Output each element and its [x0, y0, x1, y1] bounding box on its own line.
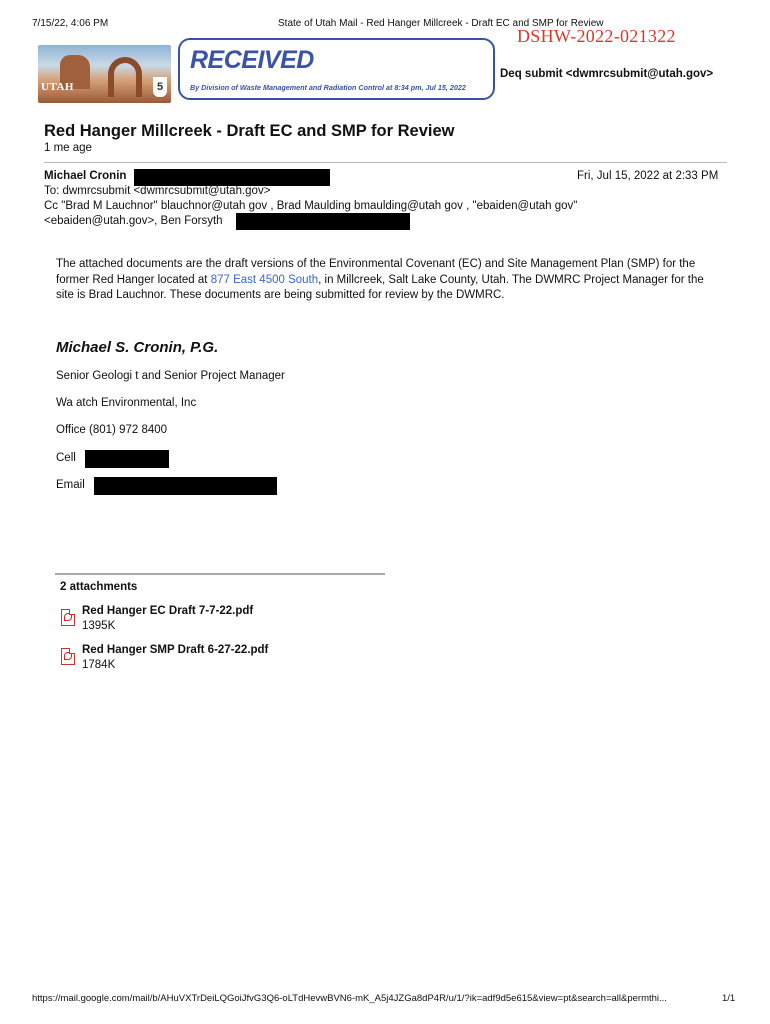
- to-line: To: dwmrcsubmit <dwmrcsubmit@utah.gov>: [44, 185, 271, 197]
- redaction-cell: [85, 450, 169, 468]
- logo-arch-shape: [108, 57, 142, 97]
- attachments-divider: [55, 573, 385, 575]
- message-date: Fri, Jul 15, 2022 at 2:33 PM: [577, 170, 719, 182]
- received-stamp: [178, 38, 495, 100]
- state-of-utah-logo: [38, 45, 171, 103]
- signature-title: Senior Geologi t and Senior Project Manager: [56, 370, 285, 382]
- logo-badge: 5: [153, 77, 167, 97]
- message-count: 1 me age: [44, 142, 92, 154]
- account-address: Deq submit <dwmrcsubmit@utah.gov>: [500, 68, 714, 80]
- document-id-stamp: DSHW-2022-021322: [517, 26, 676, 46]
- body-text-part2: , in Millcreek, Salt Lake County, Utah. The DWMRC Project Manager for the site is Brad Lauchnor. These documents are being submitted for review by the DWMRC.: [56, 273, 704, 301]
- print-page-title: State of Utah Mail - Red Hanger Millcreek - Draft EC and SMP for Review: [278, 18, 604, 29]
- pdf-file-icon: [61, 648, 75, 665]
- attachment-size: 1784K: [82, 659, 116, 671]
- footer-page-number: 1/1: [722, 993, 736, 1004]
- cc-line: Cc "Brad M Lauchnor" blauchnor@utah gov , Brad Maulding bmaulding@utah gov , "ebaiden@utah gov": [44, 200, 578, 212]
- attachment-size: 1395K: [82, 620, 116, 632]
- received-stamp-byline: By Division of Waste Management and Radiation Control at 8:34 pm, Jul 15, 2022: [190, 83, 466, 92]
- logo-text: UTAH: [41, 81, 74, 93]
- redaction-email: [94, 477, 277, 495]
- email-subject: Red Hanger Millcreek - Draft EC and SMP for Review: [44, 122, 455, 140]
- signature-company: Wa atch Environmental, Inc: [56, 397, 197, 409]
- redaction-sender-email: [134, 169, 330, 186]
- pdf-file-icon: [61, 609, 75, 626]
- signature-office-phone: Office (801) 972 8400: [56, 424, 168, 436]
- email-body: [56, 257, 716, 304]
- attachment-name[interactable]: Red Hanger SMP Draft 6-27-22.pdf: [82, 644, 269, 656]
- attachment-name[interactable]: Red Hanger EC Draft 7-7-22.pdf: [82, 605, 254, 617]
- print-timestamp: 7/15/22, 4:06 PM: [32, 18, 109, 29]
- footer-url: https://mail.google.com/mail/b/AHuVXTrDeiLQGoiJfvG3Q6-oLTdHevwBVN6-mK_A5j4JZGa8dP4R/u/1/?ik=adf9d5e615&view=pt&search=all&permthi...: [32, 993, 667, 1004]
- body-text-part1: The attached documents are the draft versions of the Environmental Covenant (EC) and Site Management Plan (SMP) for the former Red Hanger located at: [56, 258, 696, 286]
- cc-line-continued: <ebaiden@utah.gov>, Ben Forsyth: [44, 215, 223, 227]
- address-link[interactable]: 877 East 4500 South: [210, 273, 319, 286]
- attachments-count: 2 attachments: [60, 581, 138, 593]
- signature-name: Michael S. Cronin, P.G.: [56, 339, 219, 356]
- received-stamp-title: RECEIVED: [190, 46, 314, 74]
- signature-email-label: Email: [56, 479, 85, 491]
- header-divider: [44, 162, 727, 163]
- sender-name: Michael Cronin: [44, 170, 127, 182]
- signature-cell-label: Cell: [56, 452, 76, 464]
- redaction-cc-email: [236, 213, 410, 230]
